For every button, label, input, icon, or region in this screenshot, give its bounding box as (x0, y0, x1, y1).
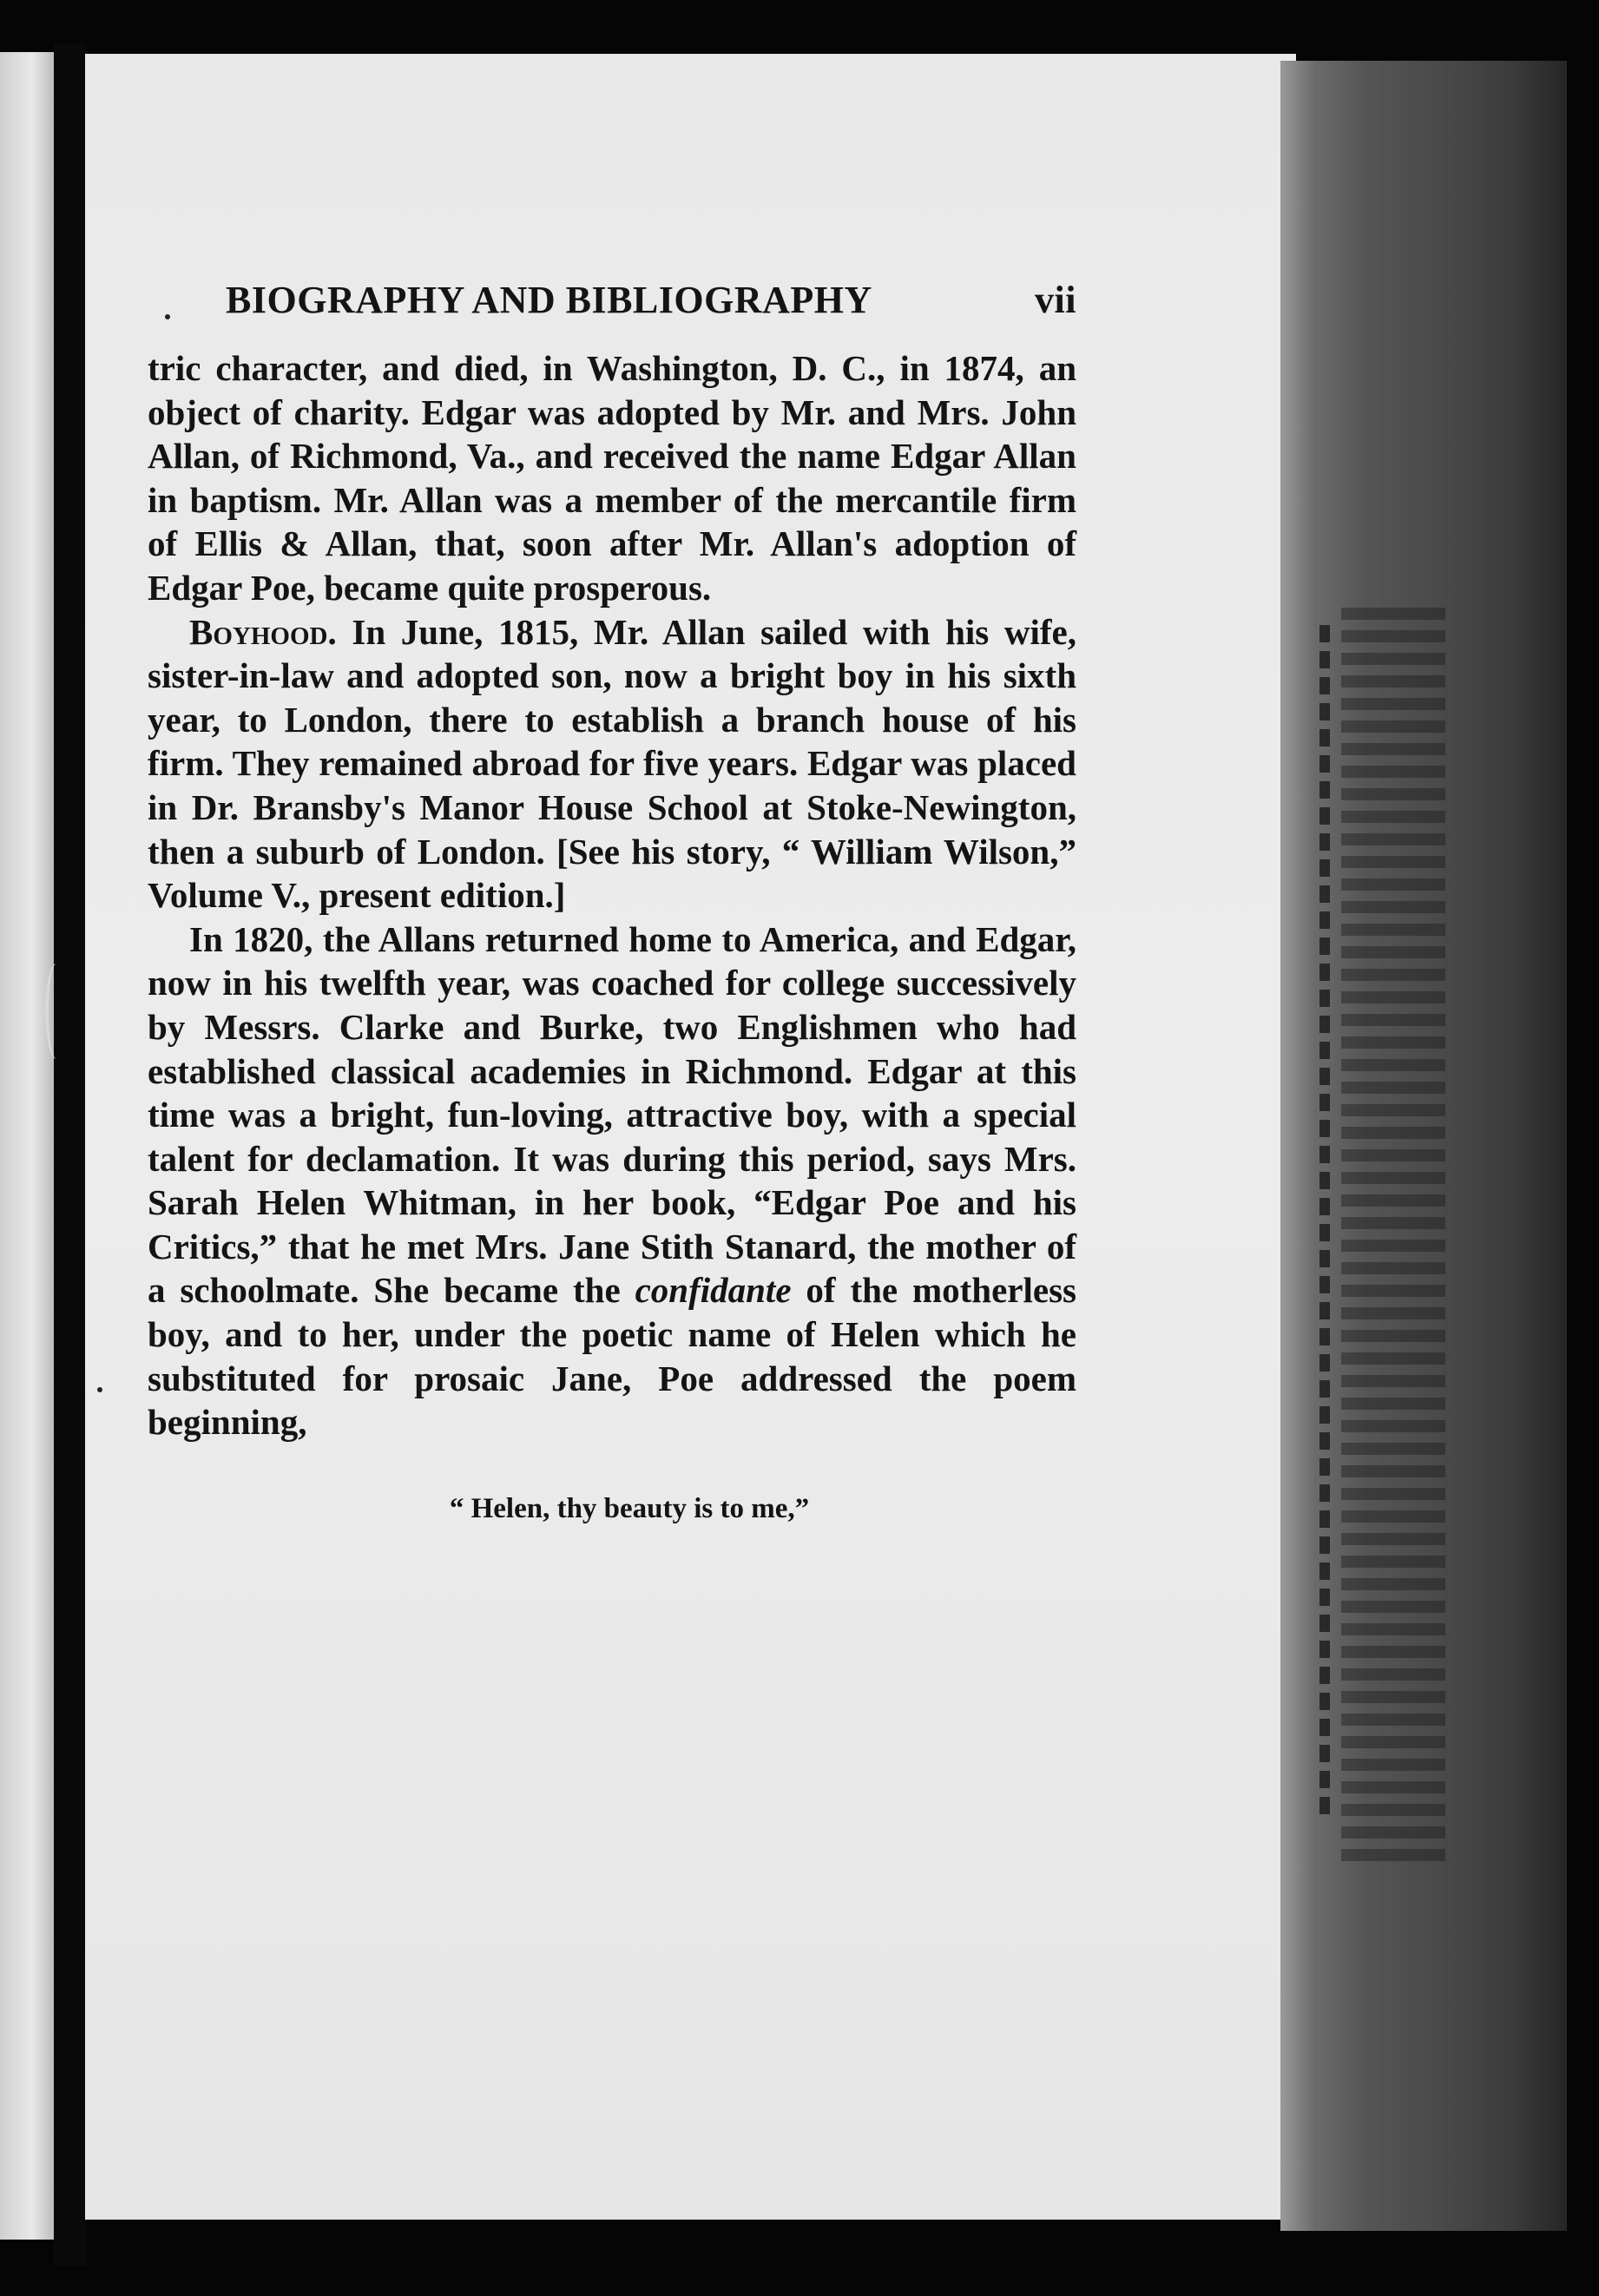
paragraph-3-text-after: of the motherless boy, and to her, under the poetic name of Helen which he substituted for prosaic Jane, Poe addressed the poem beginning, (148, 1270, 1077, 1443)
page-text (148, 278, 1076, 1525)
facing-page-edge (0, 52, 54, 2240)
paragraph-3 (148, 918, 1076, 1444)
running-head (148, 278, 1076, 322)
running-head-title: BIOGRAPHY AND BIBLIOGRAPHY (226, 279, 872, 321)
paragraph-3-italic-word: confidante (635, 1270, 792, 1311)
paragraph-2-text: In June, 1815, Mr. Allan sailed with his wife, sister-in-law and adopted son, now a bright boy in his sixth year, to London, there to establish a branch house of his firm. They remained abroad for five years. Edgar was placed in Dr. Bransby's Manor House School at Stoke-Newington, then a suburb of London. [See his story, “ William Wilson,” Volume V., present edition.] (148, 611, 1076, 916)
spine-stamp-mark-secondary (1319, 625, 1330, 1823)
section-lead-boyhood: Boyhood. (189, 611, 337, 652)
speck (97, 1387, 102, 1392)
paragraph-1 (148, 346, 1076, 610)
paragraph-2 (148, 610, 1076, 918)
book-gutter (54, 43, 87, 2266)
paragraph-3-text-before: In 1820, the Allans returned home to America, and Edgar, now in his twelfth year, was coached for college successively by Messrs. Clarke and Burke, two Englishmen who had established classical academies in Richmond. Edgar at this time was a bright, fun-loving, attractive boy, with a special talent for declamation. It was during this period, says Mrs. Sarah Helen Whitman, in her book, “Edgar Poe and his Critics,” that he met Mrs. Jane Stith Stanard, the mother of a schoolmate. She became the (148, 918, 1076, 1311)
paragraph-1-text: tric character, and died, in Washington, D. C., in 1874, an object of charity. Edgar was adopted by Mr. and Mrs. John Allan, of Richmond, Va., and received the name Edgar Allan in baptism. Mr. Allan was a member of the mercantile firm of Ellis & Allan, that, soon after Mr. Allan's adoption of Edgar Poe, became quite prosperous. (148, 348, 1076, 608)
poem-quote: “ Helen, thy beauty is to me,” (449, 1492, 810, 1524)
margin-mark (45, 964, 68, 1059)
spine-stamp-mark (1341, 608, 1445, 1866)
page-number: vii (1035, 279, 1076, 321)
